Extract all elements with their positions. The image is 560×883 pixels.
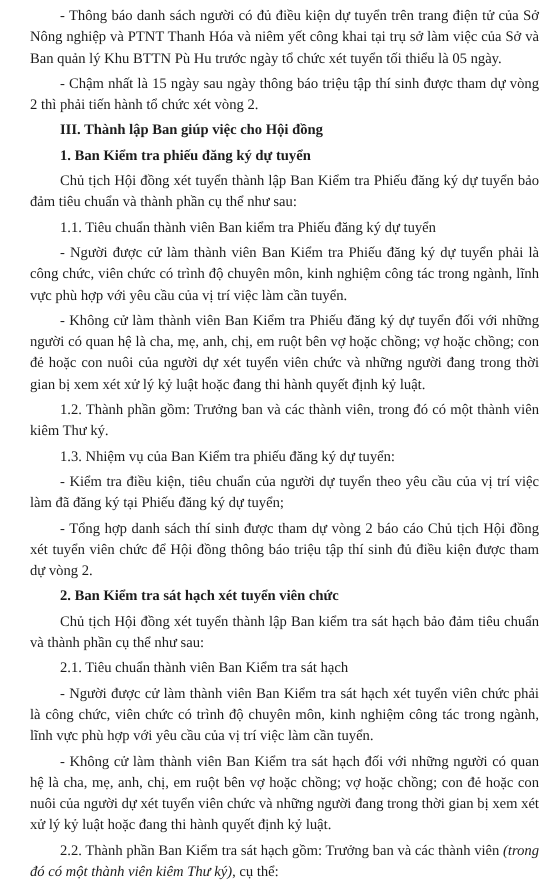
subsection-1-intro: Chủ tịch Hội đồng xét tuyển thành lập Ban Kiểm tra Phiếu đăng ký dự tuyển bảo đảm tiêu chuẩn và thành phần cụ thể như sau: <box>30 173 539 211</box>
clause-2-2-lead: 2.2. Thành phần Ban Kiểm tra sát hạch gồm: Trưởng ban và các thành viên <box>60 842 504 859</box>
subsection-2-intro: Chủ tịch Hội đồng xét tuyển thành lập Ban kiểm tra sát hạch bảo đảm tiêu chuẩn và thành phần cụ thể như sau: <box>30 613 539 652</box>
subsection-heading-2: 2. Ban Kiểm tra sát hạch xét tuyển viên chức <box>60 588 339 605</box>
clause-1-1-a: - Người được cử làm thành viên Ban Kiểm tra Phiếu đăng ký dự tuyển phải là công chức, viên chức có trình độ chuyên môn, kinh nghiệm công tác trong ngành, lĩnh vực phù hợp với yêu cầu của vị trí việc làm cần tuyển. <box>30 244 539 304</box>
subsection-heading-1: 1. Ban Kiểm tra phiếu đăng ký dự tuyển <box>60 147 311 164</box>
clause-2-1-a: - Người được cử làm thành viên Ban Kiểm tra sát hạch xét tuyển viên chức phải là công chức, viên chức có trình độ chuyên môn, kinh nghiệm công tác trong ngành, lĩnh vực phù hợp với yêu cầu của vị trí việc làm cần tuyển. <box>30 685 539 745</box>
clause-2-1-title: 2.1. Tiêu chuẩn thành viên Ban Kiểm tra sát hạch <box>60 660 349 677</box>
clause-2-2-tail: , cụ thể: <box>232 863 279 880</box>
section-heading-III: III. Thành lập Ban giúp việc cho Hội đồng <box>60 122 323 139</box>
paragraph-notice: - Thông báo danh sách người có đủ điều kiện dự tuyển trên trang điện tử của Sở Nông nghiệp và PTNT Thanh Hóa và niêm yết công khai tại trụ sở làm việc của Sở và Ban quản lý Khu BTTN Pù Hu trước ngày tổ chức xét tuyển tối thiểu là 05 ngày. <box>30 8 539 67</box>
clause-2-2 <box>30 841 539 883</box>
clause-1-3-b: - Tổng hợp danh sách thí sinh được tham dự vòng 2 báo cáo Chủ tịch Hội đồng xét tuyển viên chức để Hội đồng thông báo triệu tập thí sinh đủ điều kiện được tham dự vòng 2. <box>30 520 539 580</box>
clause-1-1-title: 1.1. Tiêu chuẩn thành viên Ban kiểm tra Phiếu đăng ký dự tuyển <box>60 219 436 236</box>
clause-1-3-a: - Kiểm tra điều kiện, tiêu chuẩn của người dự tuyển theo yêu cầu của vị trí việc làm đã đăng ký tại Phiếu đăng ký dự tuyển; <box>30 473 539 512</box>
clause-1-2: 1.2. Thành phần gồm: Trưởng ban và các thành viên, trong đó có một thành viên kiêm Thư ký. <box>30 402 539 440</box>
clause-1-3-title: 1.3. Nhiệm vụ của Ban Kiểm tra phiếu đăng ký dự tuyển: <box>60 448 395 465</box>
clause-2-2-italic: (trong đó có một thành viên kiêm Thư ký) <box>30 842 539 880</box>
clause-1-1-b: - Không cử làm thành viên Ban Kiểm tra Phiếu đăng ký dự tuyển đối với những người có quan hệ là cha, mẹ, anh, chị, em ruột bên vợ hoặc chồng; vợ hoặc chồng; con đẻ hoặc con nuôi của người dự xét tuyển viên chức và những người đang trong thời gian bị xem xét xử lý kỷ luật hoặc đang thi hành quyết định kỷ luật. <box>30 312 539 393</box>
paragraph-deadline: - Chậm nhất là 15 ngày sau ngày thông báo triệu tập thí sinh được tham dự vòng 2 thì phải tiến hành tổ chức xét vòng 2. <box>30 75 539 114</box>
clause-2-1-b: - Không cử làm thành viên Ban Kiểm tra sát hạch đối với những người có quan hệ là cha, mẹ, anh, chị, em ruột bên vợ hoặc chồng; vợ hoặc chồng; con đẻ hoặc con nuôi của người dự xét tuyển viên chức và những người đang trong thời gian bị xem xét xử lý kỷ luật hoặc đang thi hành quyết định kỷ luật. <box>30 753 539 834</box>
